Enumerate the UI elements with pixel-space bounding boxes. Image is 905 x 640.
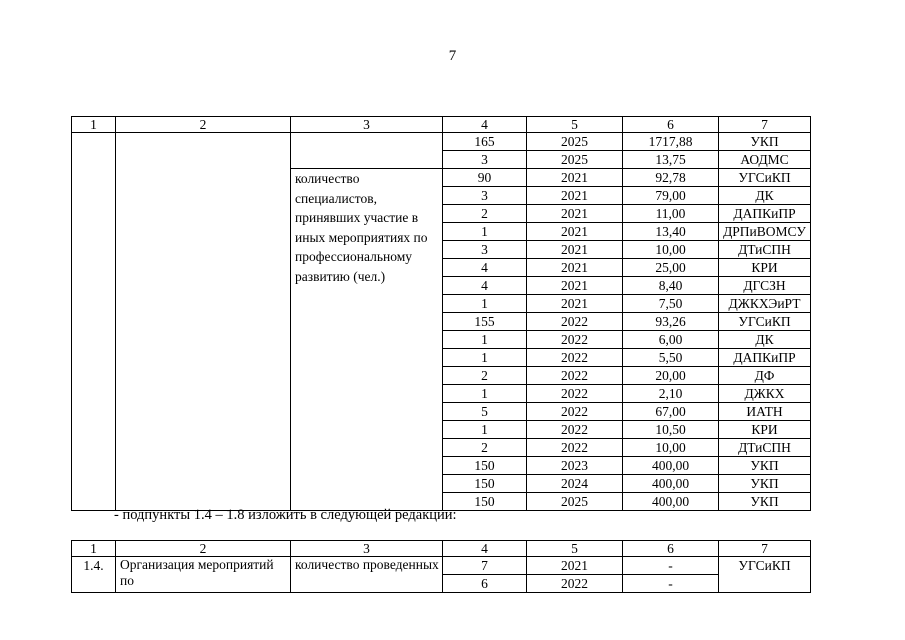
amount-cell: 13,75 xyxy=(623,151,719,169)
year-cell: 2021 xyxy=(527,557,623,575)
responsible-cell: УКП xyxy=(719,493,811,511)
responsible-cell: КРИ xyxy=(719,421,811,439)
year-cell: 2022 xyxy=(527,439,623,457)
year-cell: 2025 xyxy=(527,133,623,151)
quantity-cell: 2 xyxy=(443,367,527,385)
quantity-cell: 6 xyxy=(443,575,527,593)
quantity-cell: 5 xyxy=(443,403,527,421)
quantity-cell: 1 xyxy=(443,331,527,349)
year-cell: 2022 xyxy=(527,313,623,331)
year-cell: 2022 xyxy=(527,403,623,421)
item-name: Организация мероприятий по xyxy=(116,557,291,593)
responsible-cell: УГСиКП xyxy=(719,313,811,331)
indicator-cell-empty xyxy=(291,133,443,169)
responsible-cell: ДТиСПН xyxy=(719,241,811,259)
column-header: 5 xyxy=(527,541,623,557)
responsible-cell: АОДМС xyxy=(719,151,811,169)
table-row xyxy=(72,557,811,575)
amendment-note: - подпункты 1.4 – 1.8 изложить в следующей редакции: xyxy=(114,507,457,523)
amount-cell: 7,50 xyxy=(623,295,719,313)
page-number: 7 xyxy=(448,48,457,64)
quantity-cell: 2 xyxy=(443,439,527,457)
responsible-cell: УГСиКП xyxy=(719,557,811,593)
amendment-table xyxy=(71,540,811,593)
year-cell: 2025 xyxy=(527,493,623,511)
item-name xyxy=(116,133,291,511)
amount-cell: 93,26 xyxy=(623,313,719,331)
responsible-cell: КРИ xyxy=(719,259,811,277)
responsible-cell: ДЖКХ xyxy=(719,385,811,403)
amount-cell: 79,00 xyxy=(623,187,719,205)
year-cell: 2022 xyxy=(527,349,623,367)
amount-cell: 6,00 xyxy=(623,331,719,349)
table-row xyxy=(72,133,811,151)
responsible-cell: ДЖКХЭиРТ xyxy=(719,295,811,313)
year-cell: 2021 xyxy=(527,259,623,277)
amount-cell: 400,00 xyxy=(623,493,719,511)
year-cell: 2022 xyxy=(527,331,623,349)
column-header: 3 xyxy=(291,117,443,133)
year-cell: 2022 xyxy=(527,421,623,439)
year-cell: 2021 xyxy=(527,241,623,259)
responsible-cell: ДГСЗН xyxy=(719,277,811,295)
quantity-cell: 150 xyxy=(443,457,527,475)
column-header: 5 xyxy=(527,117,623,133)
indicator-cell: количество специалистов, принявших участие в иных мероприятиях по профессиональному развитию (чел.) xyxy=(291,169,443,511)
year-cell: 2021 xyxy=(527,277,623,295)
quantity-cell: 1 xyxy=(443,223,527,241)
year-cell: 2021 xyxy=(527,223,623,241)
item-number xyxy=(72,133,116,511)
column-header: 6 xyxy=(623,117,719,133)
year-cell: 2021 xyxy=(527,205,623,223)
column-header: 4 xyxy=(443,117,527,133)
amount-cell: 10,50 xyxy=(623,421,719,439)
amount-cell: 10,00 xyxy=(623,439,719,457)
quantity-cell: 3 xyxy=(443,241,527,259)
responsible-cell: ДАПКиПР xyxy=(719,349,811,367)
year-cell: 2021 xyxy=(527,169,623,187)
quantity-cell: 165 xyxy=(443,133,527,151)
amount-cell: 67,00 xyxy=(623,403,719,421)
column-header: 1 xyxy=(72,541,116,557)
year-cell: 2023 xyxy=(527,457,623,475)
quantity-cell: 155 xyxy=(443,313,527,331)
amount-cell: 5,50 xyxy=(623,349,719,367)
responsible-cell: ДФ xyxy=(719,367,811,385)
column-header: 3 xyxy=(291,541,443,557)
amount-cell: 25,00 xyxy=(623,259,719,277)
responsible-cell: УКП xyxy=(719,457,811,475)
indicator-cell: количество проведенных xyxy=(291,557,443,593)
table-header-row xyxy=(72,541,811,557)
responsible-cell: УГСиКП xyxy=(719,169,811,187)
column-header: 1 xyxy=(72,117,116,133)
quantity-cell: 2 xyxy=(443,205,527,223)
amount-cell: - xyxy=(623,557,719,575)
year-cell: 2022 xyxy=(527,385,623,403)
responsible-cell: ИАТН xyxy=(719,403,811,421)
amount-cell: 2,10 xyxy=(623,385,719,403)
responsible-cell: УКП xyxy=(719,133,811,151)
quantity-cell: 90 xyxy=(443,169,527,187)
responsible-cell: ДТиСПН xyxy=(719,439,811,457)
column-header: 4 xyxy=(443,541,527,557)
column-header: 7 xyxy=(719,541,811,557)
responsible-cell: ДРПиВОМСУ xyxy=(719,223,811,241)
year-cell: 2022 xyxy=(527,575,623,593)
amount-cell: 10,00 xyxy=(623,241,719,259)
quantity-cell: 4 xyxy=(443,259,527,277)
amount-cell: - xyxy=(623,575,719,593)
quantity-cell: 150 xyxy=(443,475,527,493)
quantity-cell: 3 xyxy=(443,187,527,205)
amount-cell: 13,40 xyxy=(623,223,719,241)
amount-cell: 92,78 xyxy=(623,169,719,187)
year-cell: 2022 xyxy=(527,367,623,385)
year-cell: 2021 xyxy=(527,295,623,313)
quantity-cell: 1 xyxy=(443,295,527,313)
quantity-cell: 1 xyxy=(443,385,527,403)
responsible-cell: ДК xyxy=(719,187,811,205)
responsible-cell: ДАПКиПР xyxy=(719,205,811,223)
quantity-cell: 150 xyxy=(443,493,527,511)
table-header-row xyxy=(72,117,811,133)
amount-cell: 1717,88 xyxy=(623,133,719,151)
quantity-cell: 1 xyxy=(443,349,527,367)
responsible-cell: УКП xyxy=(719,475,811,493)
year-cell: 2021 xyxy=(527,187,623,205)
year-cell: 2025 xyxy=(527,151,623,169)
amount-cell: 400,00 xyxy=(623,457,719,475)
column-header: 6 xyxy=(623,541,719,557)
item-number: 1.4. xyxy=(72,557,116,593)
quantity-cell: 7 xyxy=(443,557,527,575)
amount-cell: 20,00 xyxy=(623,367,719,385)
quantity-cell: 4 xyxy=(443,277,527,295)
column-header: 2 xyxy=(116,541,291,557)
quantity-cell: 1 xyxy=(443,421,527,439)
amount-cell: 400,00 xyxy=(623,475,719,493)
year-cell: 2024 xyxy=(527,475,623,493)
responsible-cell: ДК xyxy=(719,331,811,349)
amount-cell: 8,40 xyxy=(623,277,719,295)
amount-cell: 11,00 xyxy=(623,205,719,223)
program-table xyxy=(71,116,811,511)
column-header: 2 xyxy=(116,117,291,133)
quantity-cell: 3 xyxy=(443,151,527,169)
column-header: 7 xyxy=(719,117,811,133)
